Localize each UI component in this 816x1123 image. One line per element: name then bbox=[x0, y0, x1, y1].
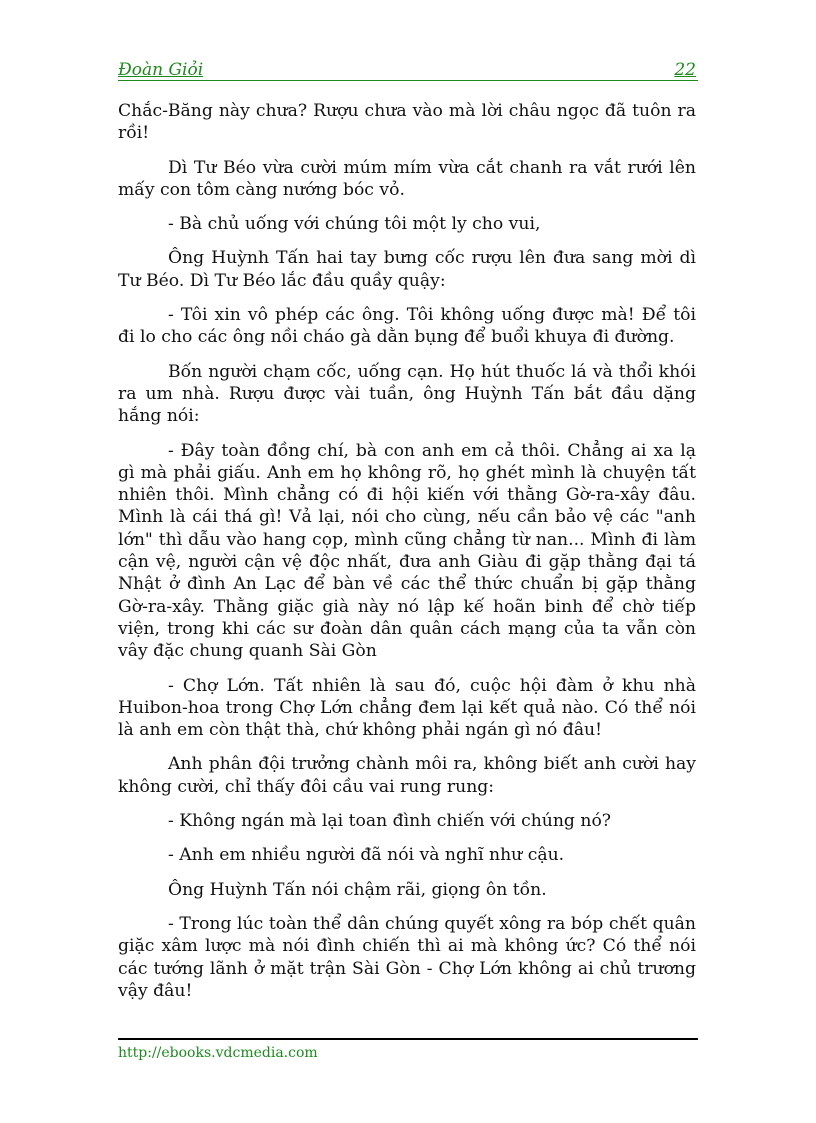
footer-divider bbox=[118, 1038, 698, 1040]
paragraph: Anh phân đội trưởng chành môi ra, không biết anh cười hay không cười, chỉ thấy đôi cầu vai rung rung: bbox=[118, 754, 696, 797]
paragraph: - Chợ Lớn. Tất nhiên là sau đó, cuộc hội đàm ở khu nhà Huibon-hoa trong Chợ Lớn chẳng đem lại kết quả nào. Có thể nói là anh em còn thật thà, chứ không phải ngán gì nó đâu! bbox=[118, 675, 696, 741]
body-text bbox=[118, 100, 696, 1014]
header-divider bbox=[118, 80, 698, 81]
paragraph: Ông Huỳnh Tấn nói chậm rãi, giọng ôn tồn. bbox=[168, 879, 547, 900]
paragraph: - Trong lúc toàn thể dân chúng quyết xông ra bóp chết quân giặc xâm lược mà nói đình chiến thì ai mà không ức? Có thể nói các tướng lãnh ở mặt trận Sài Gòn - Chợ Lớn không ai chủ trương vậy đâu! bbox=[118, 913, 696, 1001]
paragraph: - Đây toàn đồng chí, bà con anh em cả thôi. Chẳng ai xa lạ gì mà phải giấu. Anh em họ không rõ, họ ghét mình là chuyện tất nhiên thôi. Mình chẳng có đi hội kiến với thằng Gờ-ra-xây đâu. Mình là cái thá gì! Vả lại, nói cho cùng, nếu cần bảo vệ các "anh lớn" thì dẫu vào hang cọp, mình cũng chẳng từ nan... Mình đi làm cận vệ, người cận vệ độc nhất, đưa anh Giàu đi gặp thằng đại tá Nhật ở đình An Lạc để bàn về các thể thức chuẩn bị gặp thằng Gờ-ra-xây. Thằng giặc già này nó lập kế hoãn binh để chờ tiếp viện, trong khi các sư đoàn dân quân cách mạng của ta vẫn còn vây đặc chung quanh Sài Gòn bbox=[118, 440, 696, 662]
paragraph: - Bà chủ uống với chúng tôi một ly cho vui, bbox=[168, 214, 541, 235]
paragraph: Chắc-Băng này chưa? Rượu chưa vào mà lời châu ngọc đã tuôn ra rồi! bbox=[118, 101, 696, 144]
header-author: Đoàn Giỏi bbox=[118, 60, 204, 80]
page-header bbox=[118, 60, 698, 82]
paragraph: Ông Huỳnh Tấn hai tay bưng cốc rượu lên đưa sang mời dì Tư Béo. Dì Tư Béo lắc đầu quầy quậy: bbox=[118, 248, 696, 291]
page-number: 22 bbox=[674, 60, 696, 80]
footer-link[interactable]: http://ebooks.vdcmedia.com bbox=[118, 1045, 318, 1061]
paragraph: - Anh em nhiều người đã nói và nghĩ như cậu. bbox=[168, 845, 565, 866]
paragraph: - Không ngán mà lại toan đình chiến với chúng nó? bbox=[168, 811, 612, 832]
paragraph: - Tôi xin vô phép các ông. Tôi không uống được mà! Để tôi đi lo cho các ông nồi cháo gà dằn bụng để buổi khuya đi đường. bbox=[118, 305, 696, 348]
paragraph: Dì Tư Béo vừa cười múm mím vừa cắt chanh ra vắt rưới lên mấy con tôm càng nướng bóc vỏ. bbox=[118, 157, 696, 200]
paragraph: Bốn người chạm cốc, uống cạn. Họ hút thuốc lá và thổi khói ra um nhà. Rượu được vài tuần, ông Huỳnh Tấn bắt đầu dặng hắng nói: bbox=[118, 361, 696, 427]
